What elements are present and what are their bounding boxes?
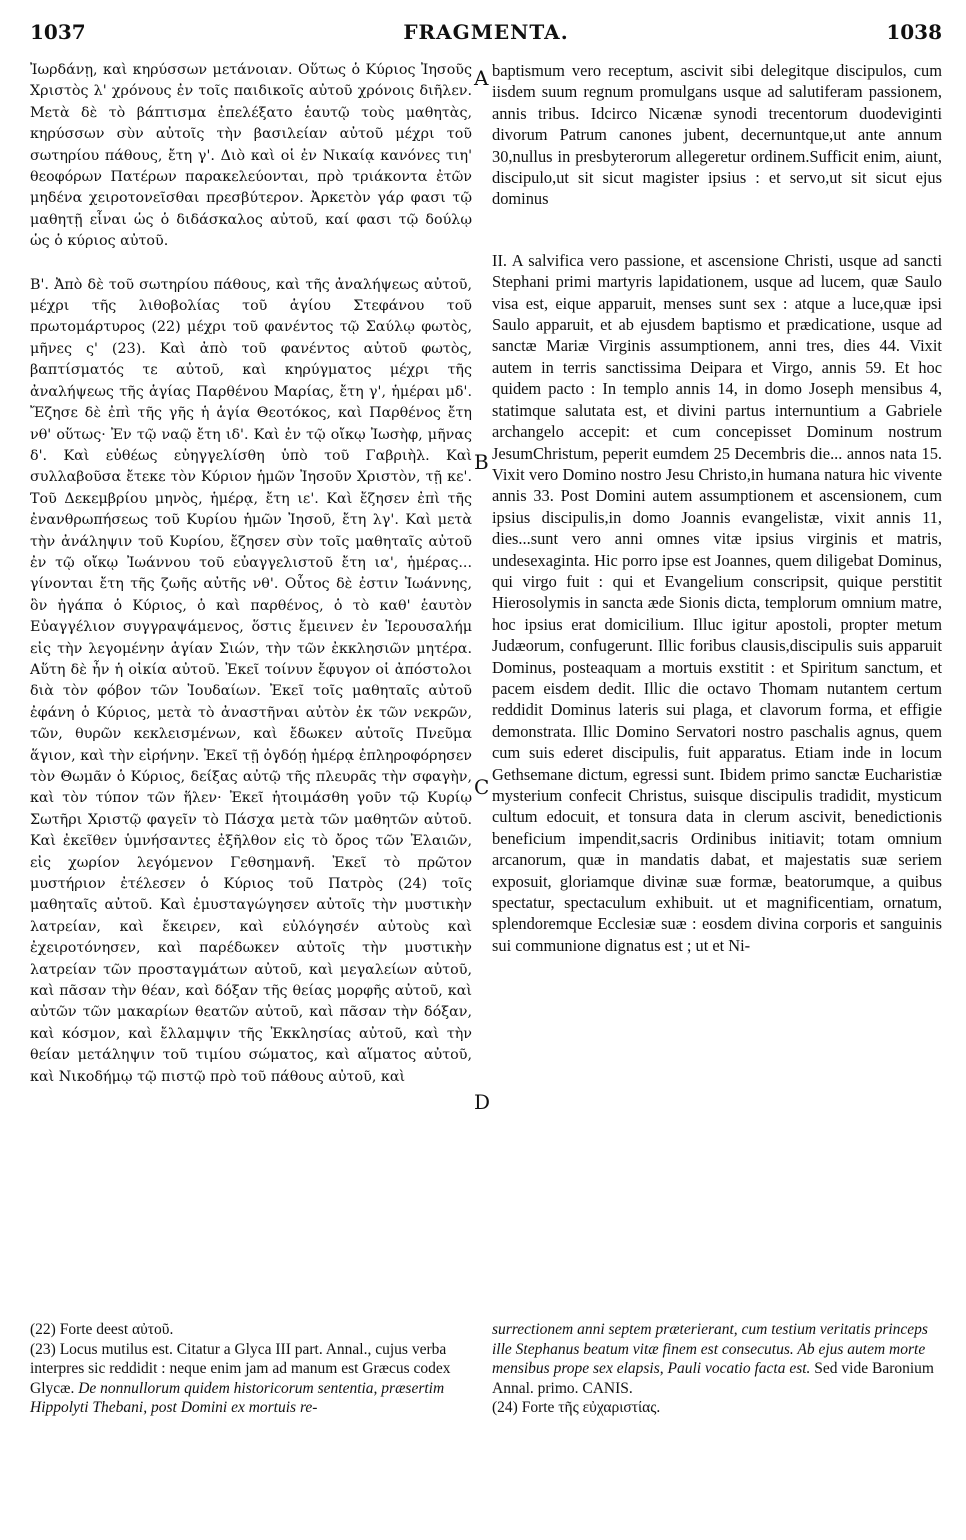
section-marker-a: A <box>474 66 489 90</box>
latin-column <box>492 60 942 956</box>
latin-paragraph-1: baptismum vero receptum, ascivit sibi delegitque discipulos, cum iisdem suum regnum promulgans usque ad salutiferam passionem, annis tribus. Idcirco Nicænæ synodi trecentorum duodeviginti divorum Patrum canones jubent, decernuntque,ut ante annum 30,nullus in presbyterorum allegeretur ordinem.Sufficit enim, aiunt, discipulo,ut sit sicut magister ipsius : et servo,ut sit sicut ejus dominus <box>492 61 942 209</box>
footnote-23-text: (23) Locus mutilus est. Citatur a Glyca III part. Annal., cujus verba interpres sic reddidit : neque enim jam ad manum est Græcus codex Glycæ. <box>30 1340 451 1397</box>
page-number-left: 1037 <box>30 20 86 44</box>
greek-paragraph-1: Ἰωρδάνῃ, καὶ κηρύσσων μετάνοιαν. Οὕτως ὁ Κύριος Ἰησοῦς Χριστὸς λ' χρόνους ἐν τοῖς παιδικοῖς αὐτοῦ χρόνοις διῆλεν. Μετὰ δὲ τὸ βάπτισμα ἐπελέξατο ἑαυτῷ τοὺς μαθητὰς, κηρύσσων σὺν αὐτοῖς τὴν βασιλείαν αὐτοῦ μέχρι τοῦ σωτηρίου πάθους, ἔτη γ'. Διὸ καὶ οἱ ἐν Νικαίᾳ κανόνες τιη' θεοφόρων Πατέρων παρακελεύονται, πρὸ τριάκοντα ἐτῶν μηδένα χειροτονεῖσθαι πρεσβύτερον. Ἀρκετὸν γάρ φασι τῷ μαθητῇ εἶναι ὡς ὁ διδάσκαλος αὐτοῦ, καί φασι τῷ δούλῳ ὡς ὁ κύριος αὐτοῦ. <box>30 62 472 250</box>
footnote-23-continued <box>492 1320 942 1398</box>
footnote-23 <box>30 1340 472 1418</box>
running-title: FRAGMENTA. <box>403 20 569 44</box>
footnotes-left <box>30 1320 472 1418</box>
greek-column <box>30 60 472 1088</box>
page-header <box>30 20 942 50</box>
section-marker-c: C <box>474 775 490 799</box>
page-number-right: 1038 <box>886 20 942 44</box>
section-marker-d: D <box>474 1090 491 1114</box>
footnotes-right <box>492 1320 942 1418</box>
section-marker-b: B <box>474 450 489 474</box>
footnote-23-reference: Sed vide Baronium Annal. primo. CANIS. <box>492 1360 934 1397</box>
footnote-23-quote-continued: surrectionem anni septem præterierant, cum testium veritatis princeps ille Stephanus beatum vitæ finem est consecutus. Ab ejus autem morte mensibus prope sex elapsis, Pauli vocatio facta est. <box>492 1321 928 1377</box>
greek-paragraph-2: Β'. Ἀπὸ δὲ τοῦ σωτηρίου πάθους, καὶ τῆς ἀναλήψεως αὐτοῦ, μέχρι τῆς λιθοβολίας τοῦ ἁγίου Στεφάνου τοῦ πρωτομάρτυρος (22) μέχρι τοῦ φανέντος τῷ Σαύλῳ φωτὸς, μῆνες ς' (23). Καὶ ἀπὸ τοῦ φανέντος αὐτοῦ φωτὸς, βαπτίσματός τε αὐτοῦ, καὶ κηρύγματος μέχρι τῆς ἀναλήψεως τῆς ἁγίας Παρθένου Μαρίας, ἔτη γ', ἡμέραι μδ'. Ἔζησε δὲ ἐπὶ τῆς γῆς ἡ ἁγία Θεοτόκος, καὶ Παρθένος ἔτη νθ' οὕτως· Ἐν τῷ ναῷ ἔτη ιδ'. Καὶ ἐν τῷ οἴκῳ Ἰωσὴφ, μῆνας δ'. Καὶ εὐθέως εὐηγγελίσθη ὑπὸ τοῦ Γαβριὴλ. Καὶ συλλαβοῦσα ἔτεκε τὸν Κύριον ἡμῶν Ἰησοῦν Χριστὸν, τῇ κε'. Τοῦ Δεκεμβρίου μηνὸς, ἡμέρᾳ, ἔτη ιε'. Καὶ ἔζησεν ἐπὶ τῆς ἐνανθρωπήσεως τοῦ Κυρίου ἡμῶν Ἰησοῦ, ἔτη λγ'. Καὶ μετὰ τὴν ἀνάληψιν τοῦ Κυρίου, ἔζησεν σὺν τοῖς μαθηταῖς αὐτοῦ ἐν τῷ οἴκῳ Ἰωάννου τοῦ εὐαγγελιστοῦ ἔτη ια', ἡμέρας... γίνονται ἔτη τῆς ζωῆς αὐτῆς νθ'. Οὗτος δὲ ἐστιν Ἰωάννης, ὃν ἠγάπα ὁ Κύριος, ὁ καὶ παρθένος, ὁ τὸ καθ' ἑαυτὸν Εὐαγγέλιον συγγραψάμενος, ὅστις ἔμεινεν ἐν Ἱερουσαλήμ εἰς τὴν λεγομένην ἁγίαν Σιών, τὴν τῶν ἐκκλησιῶν μητέρα. Αὕτη δὲ ἦν ἡ οἰκία αὐτοῦ. Ἐκεῖ τοίνυν ἔφυγον οἱ ἀπόστολοι διὰ τὸν φόβον τῶν Ἰουδαίων. Ἐκεῖ τοῖς μαθηταῖς αὐτοῦ ἐφάνη ὁ Κύριος, μετὰ τὸ ἀναστῆναι αὐτὸν ἐκ τῶν νεκρῶν, τῶν, θυρῶν κεκλεισμένων, καὶ ἔδωκεν αὐτοῖς Πνεῦμα ἅγιον, καὶ τὴν εἰρήνην. Ἐκεῖ τῇ ὀγδόῃ ἡμέρᾳ ἐπληροφόρησεν τὸν Θωμᾶν ὁ Κύριος, δείξας αὐτῷ τῆς πλευρᾶς τὴν σφαγὴν, καὶ τὸν τύπον τῶν ἥλεν· Ἐκεῖ ἡτοιμάσθη γοῦν τῷ Κυρίῳ Σωτῆρι Χριστῷ φαγεῖν τὸ Πάσχα μετὰ τῶν μαθητῶν αὐτοῦ. Καὶ ἐκεῖθεν ὑμνήσαντες ἐξῆλθον εἰς τὸ ὄρος τῶν Ἐλαιῶν, εἰς χωρίον λεγόμενον Γεθσημανῆ. Ἐκεῖ τὸ πρῶτον μυστήριον ἐτέλεσεν ὁ Κύριος τοῦ Πατρὸς (24) τοῖς μαθηταῖς αὐτοῦ. Καὶ ἐμυσταγώγησεν αὐτοῖς τὴν μυστικὴν λατρείαν, καὶ ἔκειρεν, καὶ εὐλόγησέν αὐτοὺς καὶ ἐχειροτόνησεν, καὶ παρέδωκεν αὐτοῖς τὴν μυστικὴν λατρείαν τῶν προσταγμάτων αὐτοῦ, καὶ μεγαλείων αὐτοῦ, καὶ πᾶσαν τὴν θέαν, καὶ δόξαν τῆς θείας μορφῆς αὐτοῦ, καὶ αὐτῶν τῶν μακαρίων θεατῶν αὐτοῦ, καὶ πᾶσαν τὴν δόξαν, καὶ κόσμον, καὶ ἔλλαμψιν τῆς Ἐκκλησίας αὐτοῦ, καὶ τὴν θείαν μετάληψιν τοῦ τιμίου σώματος, καὶ αἵματος αὐτοῦ, καὶ Νικοδήμῳ τῷ πιστῷ πρὸ τοῦ πάθους αὐτοῦ, καὶ <box>30 276 472 1085</box>
latin-paragraph-2: II. A salvifica vero passione, et ascensione Christi, usque ad sancti Stephani primi martyris lapidationem, usque ad lucem, quæ Saulo visa est, eique apparuit, menses sunt sex : atque a luce,quæ ipsi Saulo apparuit, et ab ejusdem baptismo et prædicatione, usque ad sanctæ Mariæ Virginis assumptionem, anni tres, dies 44. Vixit autem in terris sanctissima Deipara et Virgo, annis 59. Et hoc quidem pacto : In templo annis 14, in domo Joseph mensibus 4, statimque salutata est, et divini partus internuntium a Gabriele archangelo accepit: et cum concepisset Dominum nostrum JesumChristum, peperit eumdem 25 Decembris die... annos nata 15. Vixit vero Domino nostro Jesu Christo,in humana natura hic vivente annis 33. Post Domini autem assumptionem et ascensionem, cum ipsius discipulis,in domo Joannis evangelistæ, vixit annis 11, dies...sunt vero anni omnes vitæ ipsius virginis et matris, undesexaginta. Hic porro ipse est Joannes, quem diligebat Dominus, qui virgo fuit : qui et Evangelium conscripsit, quique perstitit Hierosolymis in sancta æde Sionis dicta, templorum omnium matre, hoc ipsius erat domicilium. Illuc igitur apostoli, propter metum Judæorum, confugerunt. Illic foribus clausis,discipulis suis apparuit Dominus, posteaquam a mortuis exstitit : et Spiritum sanctum, et pacem eisdem dedit. Illic die octavo Thomam nutantem certum reddidit Dominus lateris sui plaga, et clavorum forma, et effigie demonstrata. Illic Domino Servatori nostro paschalis agnus, quem cum suis ederet discipulis, fuit apparatus. Etiam inde in locum Gethsemane dictum, egressi sunt. Ibidem primo sanctæ Eucharistiæ mysterium confecit Christus, suisque discipulis tradidit, mysticum cultum edocuit, et tonsura data in clerum ascivit, benedictionis beneficium impendit,sacris Ordinibus initiavit; totam omnium arcanorum, quæ in mandatis dabat, et majestatis suæ seriem exposuit, gloriamque divinæ suæ formæ, beatorumque, a quibus spectatur, spectaculum exhibuit. ut et magnificentiam, ornatum, splendoremque Ecclesiæ suæ : eosdem divina corporis et sanguinis sui communione dignatus est ; ut et Ni- <box>492 250 942 955</box>
footnote-24: (24) Forte τῆς εὐχαριστίας. <box>492 1399 661 1416</box>
footnote-22: (22) Forte deest αὐτοῦ. <box>30 1321 174 1338</box>
footnote-23-quote: De nonnullorum quidem historicorum sententia, præsertim Hippolyti Thebani, post Domini ex mortuis re- <box>30 1379 445 1416</box>
